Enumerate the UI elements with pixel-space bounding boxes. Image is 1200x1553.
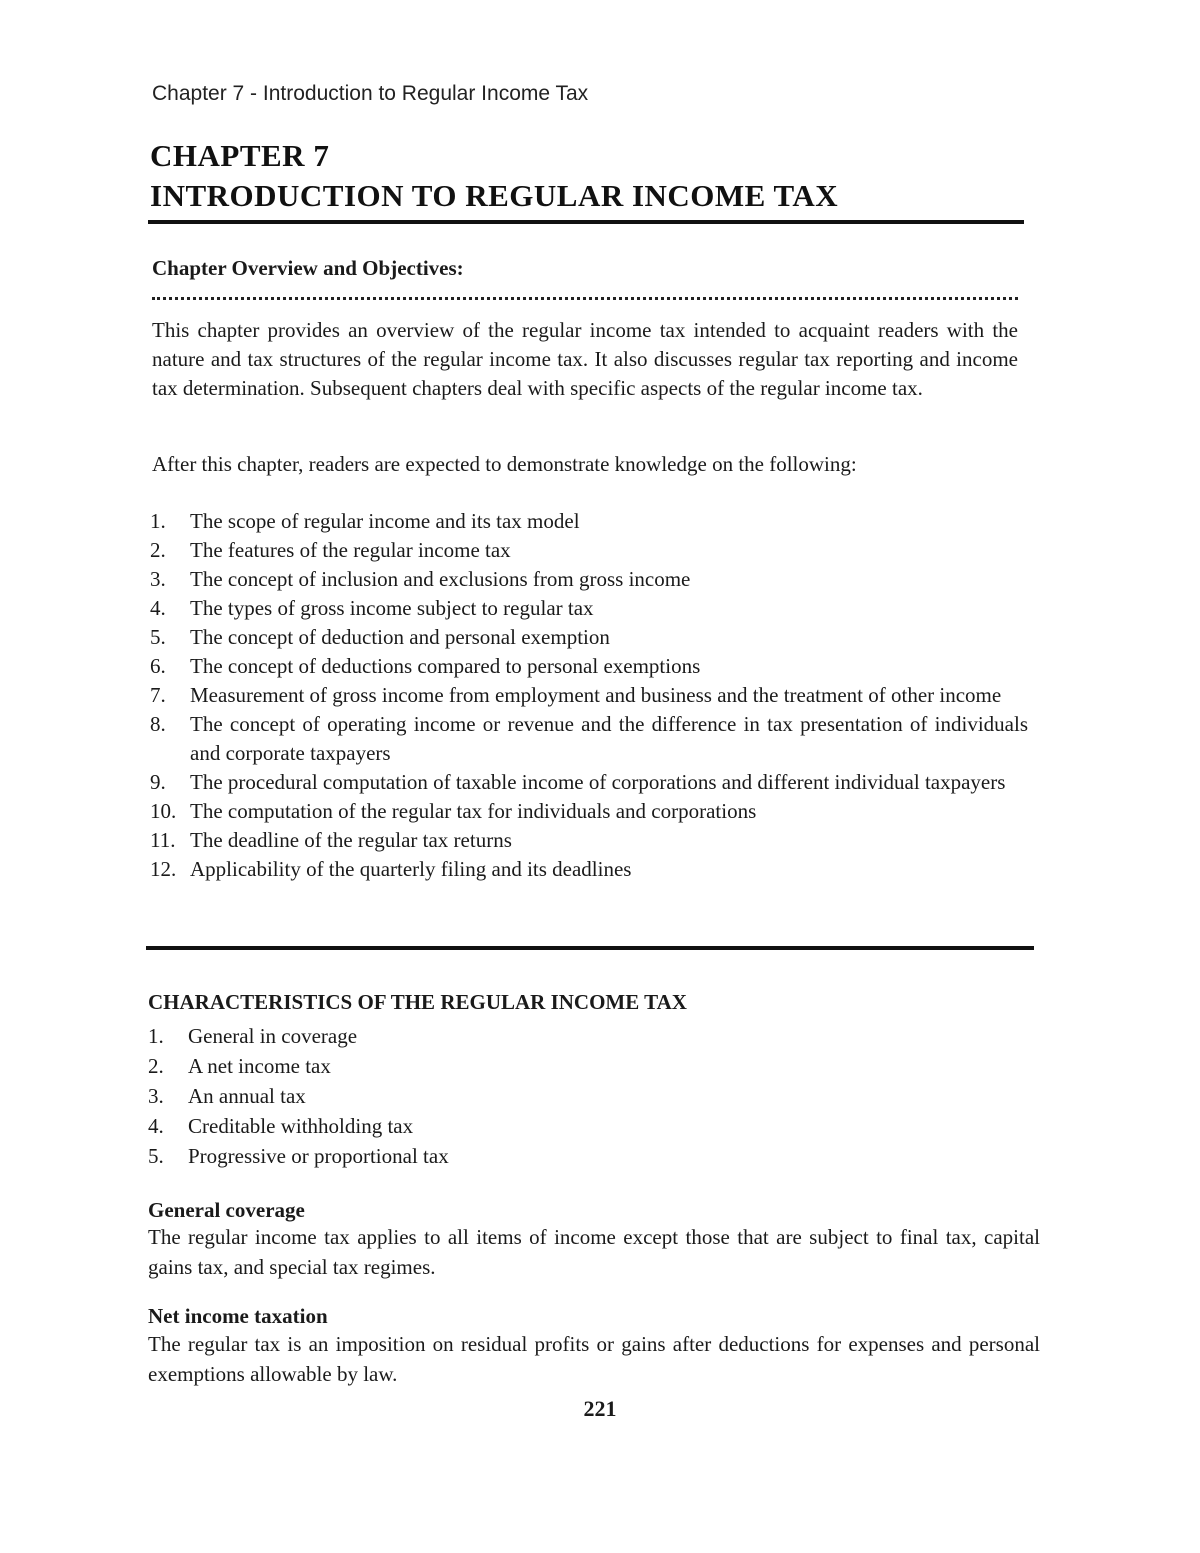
chapter-name: INTRODUCTION TO REGULAR INCOME TAX	[150, 178, 839, 213]
list-item: 4. Creditable withholding tax	[148, 1114, 414, 1138]
characteristics-list	[148, 1021, 748, 1171]
net-income-heading: Net income taxation	[148, 1304, 328, 1328]
chapter-title	[150, 136, 838, 216]
general-coverage-heading: General coverage	[148, 1198, 305, 1222]
list-item: 7. Measurement of gross income from employment and business and the treatment of other income	[150, 683, 1002, 707]
characteristics-heading: CHARACTERISTICS OF THE REGULAR INCOME TAX	[148, 990, 687, 1014]
overview-heading: Chapter Overview and Objectives:	[152, 256, 464, 280]
list-item: 6. The concept of deductions compared to personal exemptions	[150, 654, 701, 678]
chapter-label: CHAPTER 7	[150, 138, 330, 173]
list-item: 10. The computation of the regular tax for individuals and corporations	[150, 799, 757, 823]
objectives-list	[150, 507, 1028, 884]
list-item: 4. The types of gross income subject to regular tax	[150, 596, 594, 620]
overview-paragraph: This chapter provides an overview of the regular income tax intended to acquaint readers with the nature and tax structures of the regular income tax. It also discusses regular tax reporting and income tax determination. Subsequent chapters deal with specific aspects of the regular income tax.	[152, 318, 1018, 400]
objectives-intro: After this chapter, readers are expected to demonstrate knowledge on the following:	[152, 452, 857, 476]
page-number: 221	[583, 1396, 617, 1421]
objectives-rule	[146, 946, 1034, 950]
running-head: Chapter 7 - Introduction to Regular Income Tax	[152, 82, 589, 105]
general-coverage-text: The regular income tax applies to all items of income except those that are subject to final tax, capital gains tax, and special tax regimes.	[148, 1225, 1040, 1279]
list-item: 8. The concept of operating income or revenue and the difference in tax presentation of individuals and corporate taxpayers	[150, 712, 1028, 765]
list-item: 1. The scope of regular income and its tax model	[150, 509, 580, 533]
list-item: 12. Applicability of the quarterly filing and its deadlines	[150, 857, 632, 881]
list-item: 1. General in coverage	[148, 1024, 358, 1048]
list-item: 2. A net income tax	[148, 1054, 331, 1078]
dashed-divider	[152, 297, 1018, 300]
list-item: 3. The concept of inclusion and exclusions from gross income	[150, 567, 691, 591]
list-item: 9. The procedural computation of taxable income of corporations and different individual taxpayers	[150, 770, 1006, 794]
list-item: 11. The deadline of the regular tax returns	[150, 828, 512, 852]
list-item: 5. The concept of deduction and personal exemption	[150, 625, 610, 649]
net-income-text: The regular tax is an imposition on residual profits or gains after deductions for expenses and personal exemptions allowable by law.	[148, 1332, 1040, 1386]
list-item: 3. An annual tax	[148, 1084, 306, 1108]
list-item: 2. The features of the regular income tax	[150, 538, 511, 562]
title-rule	[148, 220, 1024, 224]
list-item: 5. Progressive or proportional tax	[148, 1144, 449, 1168]
